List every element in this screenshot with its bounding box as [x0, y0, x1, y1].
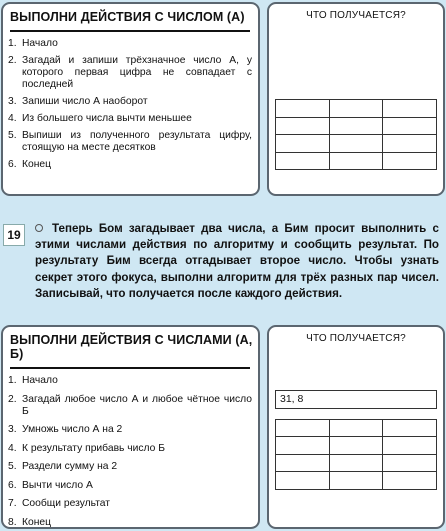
algorithm-a-title: ВЫПОЛНИ ДЕЙСТВИЯ С ЧИСЛОМ (А) [10, 10, 245, 24]
answer-cell[interactable] [329, 117, 383, 135]
algorithm-a-steps [3, 38, 258, 171]
step-item [8, 159, 252, 171]
step-item [8, 424, 252, 436]
step-item [8, 480, 252, 492]
example-value-cell: 31, 8 [276, 391, 330, 409]
step-number: 3. [8, 96, 17, 107]
answer-cell[interactable] [276, 135, 330, 153]
result-b-panel [267, 325, 445, 529]
answer-cell[interactable] [276, 117, 330, 135]
answer-cell[interactable] [329, 454, 383, 472]
step-number: 1. [8, 38, 17, 49]
answer-cell[interactable] [383, 437, 437, 455]
answer-cell[interactable] [276, 100, 330, 118]
step-item [8, 130, 252, 154]
result-a-title: ЧТО ПОЛУЧАЕТСЯ? [306, 10, 406, 21]
answer-cell[interactable] [276, 472, 330, 490]
algorithm-b-panel [1, 325, 260, 529]
step-text: Начало [22, 38, 58, 49]
result-a-grid [275, 99, 437, 170]
step-number: 6. [8, 159, 17, 170]
step-text: Загадай любое число А и любое чётное число Б [22, 393, 252, 417]
task-text [35, 221, 439, 302]
step-item [8, 55, 252, 91]
answer-cell[interactable] [383, 100, 437, 118]
step-text: Начало [22, 375, 58, 386]
step-text: Выпиши из полученного результата цифру, стоящую на месте десятков [22, 130, 252, 153]
task-number-badge: 19 [3, 224, 25, 246]
answer-cell[interactable] [329, 100, 383, 118]
answer-cell[interactable] [329, 135, 383, 153]
algorithm-a-panel [1, 2, 260, 196]
answer-cell[interactable] [329, 419, 383, 437]
answer-cell[interactable] [383, 419, 437, 437]
answer-cell[interactable] [329, 437, 383, 455]
circle-icon [35, 224, 43, 232]
result-b-grid [275, 390, 437, 490]
title-divider [10, 30, 250, 32]
step-text: Из большего числа вычти меньшее [22, 113, 192, 124]
step-item [8, 375, 252, 387]
step-item [8, 96, 252, 108]
step-text: Конец [22, 516, 52, 528]
answer-cell[interactable] [383, 152, 437, 170]
step-text: Умножь число А на 2 [22, 424, 123, 435]
step-text: Вычти число А [22, 479, 93, 491]
step-item [8, 461, 252, 473]
title-divider [10, 367, 250, 369]
step-text: Конец [22, 159, 52, 170]
answer-cell[interactable] [276, 419, 330, 437]
answer-cell[interactable] [276, 454, 330, 472]
answer-cell[interactable] [276, 437, 330, 455]
step-number: 6. [8, 479, 17, 491]
answer-cell[interactable] [383, 391, 437, 409]
step-item [8, 394, 252, 418]
step-item [8, 443, 252, 455]
step-text: Загадай и запиши трёхзначное число А, у которого первая цифра не совпадает с последней [22, 55, 252, 90]
step-text: Запиши число А наоборот [22, 96, 148, 107]
step-item [8, 498, 252, 510]
step-item [8, 517, 252, 529]
step-number: 3. [8, 424, 17, 435]
step-number: 4. [8, 442, 17, 454]
result-a-panel [267, 2, 445, 196]
answer-cell[interactable] [329, 472, 383, 490]
step-number: 1. [8, 375, 17, 386]
answer-cell[interactable] [383, 135, 437, 153]
step-text: Сообщи результат [22, 498, 111, 509]
result-b-title: ЧТО ПОЛУЧАЕТСЯ? [306, 333, 406, 344]
answer-cell[interactable] [276, 152, 330, 170]
step-number: 2. [8, 393, 17, 405]
answer-cell[interactable] [329, 152, 383, 170]
step-text: К результату прибавь число Б [22, 442, 165, 454]
step-number: 5. [8, 130, 17, 141]
step-number: 7. [8, 498, 17, 509]
step-item [8, 38, 252, 50]
algorithm-b-steps [3, 375, 258, 529]
step-number: 4. [8, 113, 17, 124]
step-number: 2. [8, 55, 17, 66]
step-text: Раздели сумму на 2 [22, 461, 118, 472]
step-number: 8. [8, 516, 17, 528]
step-number: 5. [8, 461, 17, 472]
answer-cell[interactable] [383, 454, 437, 472]
answer-cell[interactable] [383, 472, 437, 490]
answer-cell[interactable] [329, 391, 383, 409]
task-body: Теперь Бом загадывает два числа, а Бим просит выполнить с этими числами действия по алгоритму и сообщить результат. По результату Бим всегда отгадывает второе число. Чтобы узнать секрет этого фокуса, выполни алгоритм для трёх разных пар чисел. Записывай, что получается после каждого действия. [35, 222, 439, 300]
answer-cell[interactable] [383, 117, 437, 135]
step-item [8, 113, 252, 125]
algorithm-b-title: ВЫПОЛНИ ДЕЙСТВИЯ С ЧИСЛАМИ (А, Б) [10, 333, 253, 361]
